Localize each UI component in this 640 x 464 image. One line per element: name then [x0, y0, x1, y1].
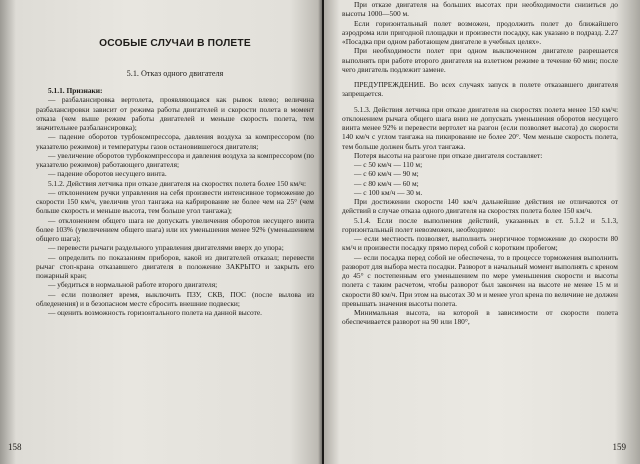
- text-line: — с 80 км/ч — 60 м;: [354, 178, 419, 188]
- text-line: — определить по показаниям приборов, какой из двигателей отказал; перевести рычаг стоп-крана отказавшего двигателя в положение ЗАКРЫТО и закрыть его пожарный кран;: [36, 252, 314, 280]
- text-line: 5.1.1. Признаки:: [48, 86, 103, 95]
- text-line: — отклонением общего шага не допускать увеличения оборотов несущего винта более 103% (увеличением общего шага) или их уменьшения менее 92% (уменьшением общего шага);: [36, 215, 314, 243]
- text-line: 5.1.3. Действия летчика при отказе двигателя на скоростях полета менее 150 км/ч: отклонением рычага общего шага вниз не допускать уменьшения оборотов несущего винта менее 92% и перевести вертолет на разгон (если позволяет высота) до скорости 140 км/ч с углом тангажа на пикирование не более 20°. Чем меньше скорость полета, тем больше должен быть угол тангажа.: [342, 104, 618, 151]
- right-page: [324, 0, 640, 464]
- right-page-body: [342, 0, 618, 327]
- text-line: — падение оборотов турбокомпрессора, давления воздуха за компрессором (по указателю режимов) и температуры газов остановившегося двигателя;: [36, 132, 314, 151]
- text-line: 5.1.2. Действия летчика при отказе двигателя на скоростях полета более 150 км/ч:: [48, 178, 307, 188]
- text-line: При отказе двигателя на больших высотах при необходимости снизиться до высоты 1000—500 м.: [342, 0, 618, 19]
- chapter-title: ОСОБЫЕ СЛУЧАИ В ПОЛЕТЕ: [99, 38, 251, 49]
- text-line: — если позволяет время, выключить ПЗУ, СКВ, ПОС (после вылова из обледенения) и в безопасном месте сбросить внешние подвески;: [36, 289, 314, 308]
- text-line: Потеря высоты на разгоне при отказе двигателя составляет:: [354, 150, 543, 160]
- text-line: — отклонением ручки управления на себя произвести интенсивное торможение до скорости 150 км/ч, увеличив угол тангажа на кабрирование не более чем на 25° (чем больше скорость и меньше высота, тем больше угол тангажа);: [36, 187, 314, 216]
- text-line: Минимальная высота, на которой в зависимости от скорости полета обеспечивается разворот на 90 или 180°,: [342, 308, 618, 327]
- page-number-left: 158: [8, 442, 22, 452]
- text-line: — с 60 км/ч — 90 м;: [354, 169, 419, 179]
- text-line: При достижении скорости 140 км/ч дальнейшие действия не отличаются от действий в случае отказа одного двигателя на скоростях полета более 150 км/ч.: [342, 197, 618, 216]
- text-line: — падение оборотов несущего винта.: [48, 169, 167, 179]
- left-page-body: [36, 86, 314, 317]
- text-line: — убедиться в нормальной работе второго двигателя;: [48, 280, 218, 290]
- text-line: — разбалансировка вертолета, проявляющаяся как рывок влево; величина разбалансировки зависит от режима работы двигателей и скорости полета в момент отказа (чем выше режим работы двигателей и меньше скорость полета, тем значительнее разбалансировка);: [36, 95, 314, 132]
- text-line: — перевести рычаги раздельного управления двигателями вверх до упора;: [48, 243, 284, 253]
- text-line: 5.1.4. Если после выполнения действий, указанных в ст. 5.1.2 и 5.1.3, горизонтальный полет невозможен, необходимо:: [342, 215, 618, 234]
- text-line: При необходимости полет при одном выключенном двигателе разрешается выполнять при работе второго двигателя на взлетном режиме в течение 60 мин; после чего двигатель подлежит замене.: [342, 46, 618, 74]
- text-line: — если посадка перед собой не обеспечена, то в процессе торможения выполнить разворот для выбора места посадки. Разворот в начальный момент выполнять с креном до 45° с постепенным его уменьшением по мере уменьшения скорости и высоты полета с таким расчетом, чтобы разворот был закончен на высоте не менее 15 м и скорости 80 км/ч. При этом на высотах 30 м и менее угол крена по величине не должен превышать значения высоты полета.: [342, 252, 618, 308]
- text-line: Если горизонтальный полет возможен, продолжить полет до ближайшего аэродрома или пригодной площадки и произвести посадку, как указано в подразд. 2.27 «Посадка при одном работающем двигателе в учебных целях».: [342, 18, 618, 46]
- text-line: ПРЕДУПРЕЖДЕНИЕ. Во всех случаях запуск в полете отказавшего двигателя запрещается.: [342, 80, 618, 99]
- text-line: — если местность позволяет, выполнить энергичное торможение до скорости 80 км/ч и произвести посадку прямо перед собой с коротким пробегом;: [342, 234, 618, 253]
- section-heading: 5.1. Отказ одного двигателя: [126, 69, 224, 78]
- page-number-right: 159: [612, 442, 626, 452]
- text-line: — с 50 км/ч — 110 м;: [354, 160, 423, 169]
- text-line: — увеличение оборотов турбокомпрессора и давления воздуха за компрессором (по указателю режимов) работающего двигателя;: [36, 150, 314, 169]
- text-line: — с 100 км/ч — 30 м.: [354, 187, 423, 197]
- text-line: — оценить возможность горизонтального полета на данной высоте.: [48, 308, 263, 317]
